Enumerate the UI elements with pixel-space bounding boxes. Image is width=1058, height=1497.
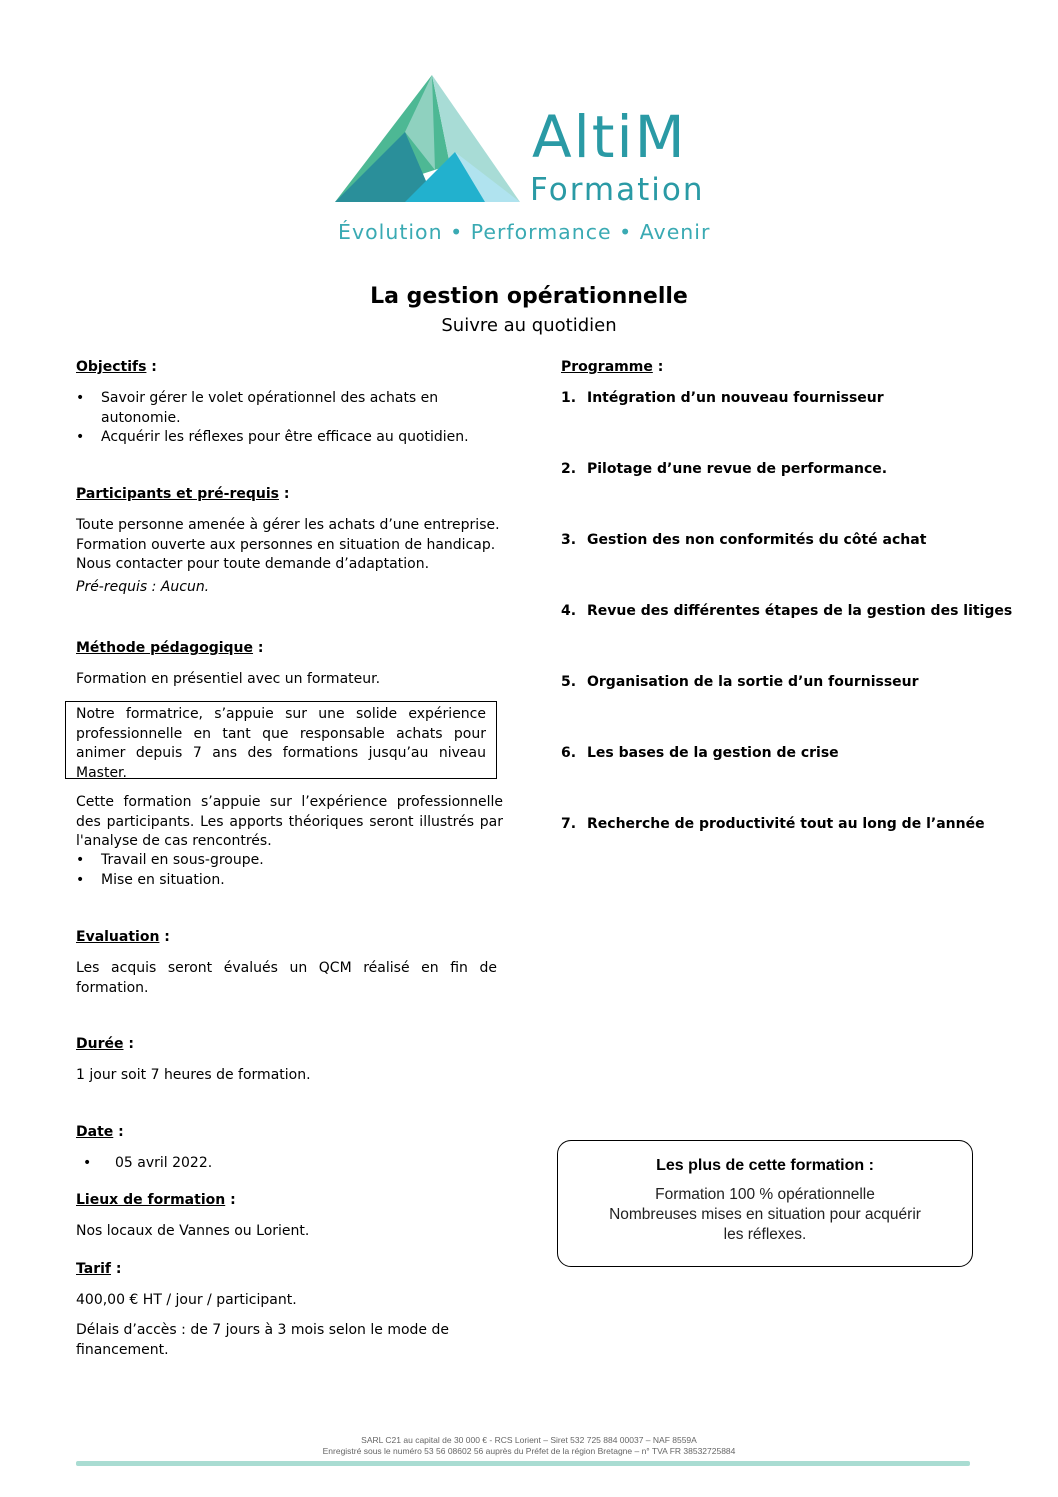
- les-plus-body: [558, 1185, 972, 1245]
- duree-text: 1 jour soit 7 heures de formation.: [76, 1067, 311, 1083]
- participants-line: Toute personne amenée à gérer les achats d’une entreprise.: [76, 517, 500, 533]
- les-plus-title: Les plus de cette formation :: [656, 1157, 874, 1174]
- programme-item: 6. Les bases de la gestion de crise: [561, 745, 839, 761]
- les-plus-line: Formation 100 % opérationnelle: [655, 1186, 875, 1203]
- brand-name: AltiM: [532, 103, 687, 171]
- objectifs-heading: Objectifs :: [76, 359, 157, 375]
- methode-item: • Mise en situation.: [76, 871, 476, 891]
- programme-heading: Programme :: [561, 359, 664, 375]
- prereq-text: Pré-requis : Aucun.: [76, 578, 210, 595]
- brand-tagline: Évolution • Performance • Avenir: [338, 220, 711, 244]
- lieux-heading: Lieux de formation :: [76, 1192, 236, 1208]
- page-title: La gestion opérationnelle: [370, 284, 688, 309]
- duree-heading: Durée :: [76, 1036, 134, 1052]
- programme-item: 3. Gestion des non conformités du côté achat: [561, 532, 927, 548]
- date-list: [83, 1154, 383, 1174]
- participants-heading: Participants et pré-requis :: [76, 486, 290, 502]
- les-plus-line: Nombreuses mises en situation pour acquérir: [609, 1206, 921, 1223]
- tarif-price: 400,00 € HT / jour / participant.: [76, 1292, 297, 1308]
- les-plus-box: [557, 1140, 973, 1267]
- footer-line-1: SARL C21 au capital de 30 000 € - RCS Lorient – Siret 532 725 884 00037 – NAF 8559A: [361, 1435, 697, 1445]
- participants-text: [76, 516, 516, 597]
- footer-line-2: Enregistré sous le numéro 53 56 08602 56 auprès du Préfet de la région Bretagne – n° TVA FR 38532725884: [322, 1446, 736, 1456]
- tarif-delais: Délais d’accès : de 7 jours à 3 mois selon le mode de financement.: [76, 1322, 449, 1358]
- evaluation-heading: Evaluation :: [76, 929, 170, 945]
- lieux-text: Nos locaux de Vannes ou Lorient.: [76, 1223, 310, 1239]
- methode-list: [76, 851, 476, 890]
- tarif-heading: Tarif :: [76, 1261, 122, 1277]
- objectif-item: • Savoir gérer le volet opérationnel des achats en autonomie.: [76, 389, 476, 428]
- les-plus-line: les réflexes.: [723, 1226, 807, 1243]
- objectif-item: • Acquérir les réflexes pour être efficace au quotidien.: [76, 428, 476, 448]
- programme-item: 5. Organisation de la sortie d’un fournisseur: [561, 674, 919, 690]
- methode-text: Cette formation s’appuie sur l’expérience professionnelle des participants. Les apports théoriques seront illustrés par l'analyse de cas rencontrés.: [76, 794, 503, 849]
- brand-sub: Formation: [530, 172, 705, 208]
- participants-line: Formation ouverte aux personnes en situation de handicap.: [76, 536, 496, 553]
- participants-line: Nous contacter pour toute demande d’adaptation.: [76, 556, 430, 572]
- page-subtitle: Suivre au quotidien: [441, 315, 617, 336]
- methode-heading: Méthode pédagogique :: [76, 640, 264, 656]
- objectifs-list: [76, 389, 476, 448]
- footer-rule: [76, 1461, 970, 1466]
- programme-item: 4. Revue des différentes étapes de la gestion des litiges: [561, 603, 1013, 619]
- programme-item: 2. Pilotage d’une revue de performance.: [561, 461, 888, 477]
- programme-item: 1. Intégration d’un nouveau fournisseur: [561, 390, 884, 406]
- date-heading: Date :: [76, 1124, 124, 1140]
- programme-item: 7. Recherche de productivité tout au long de l’année: [561, 816, 985, 832]
- formatrice-box: Notre formatrice, s’appuie sur une solide expérience professionnelle en tant que responsable achats pour animer depuis 7 ans des formations jusqu’au niveau Master.: [65, 701, 497, 779]
- evaluation-text: Les acquis seront évalués un QCM réalisé en fin de formation.: [76, 960, 497, 996]
- methode-intro: Formation en présentiel avec un formateur.: [76, 671, 381, 687]
- date-item: • 05 avril 2022.: [83, 1154, 383, 1174]
- methode-item: • Travail en sous-groupe.: [76, 851, 476, 871]
